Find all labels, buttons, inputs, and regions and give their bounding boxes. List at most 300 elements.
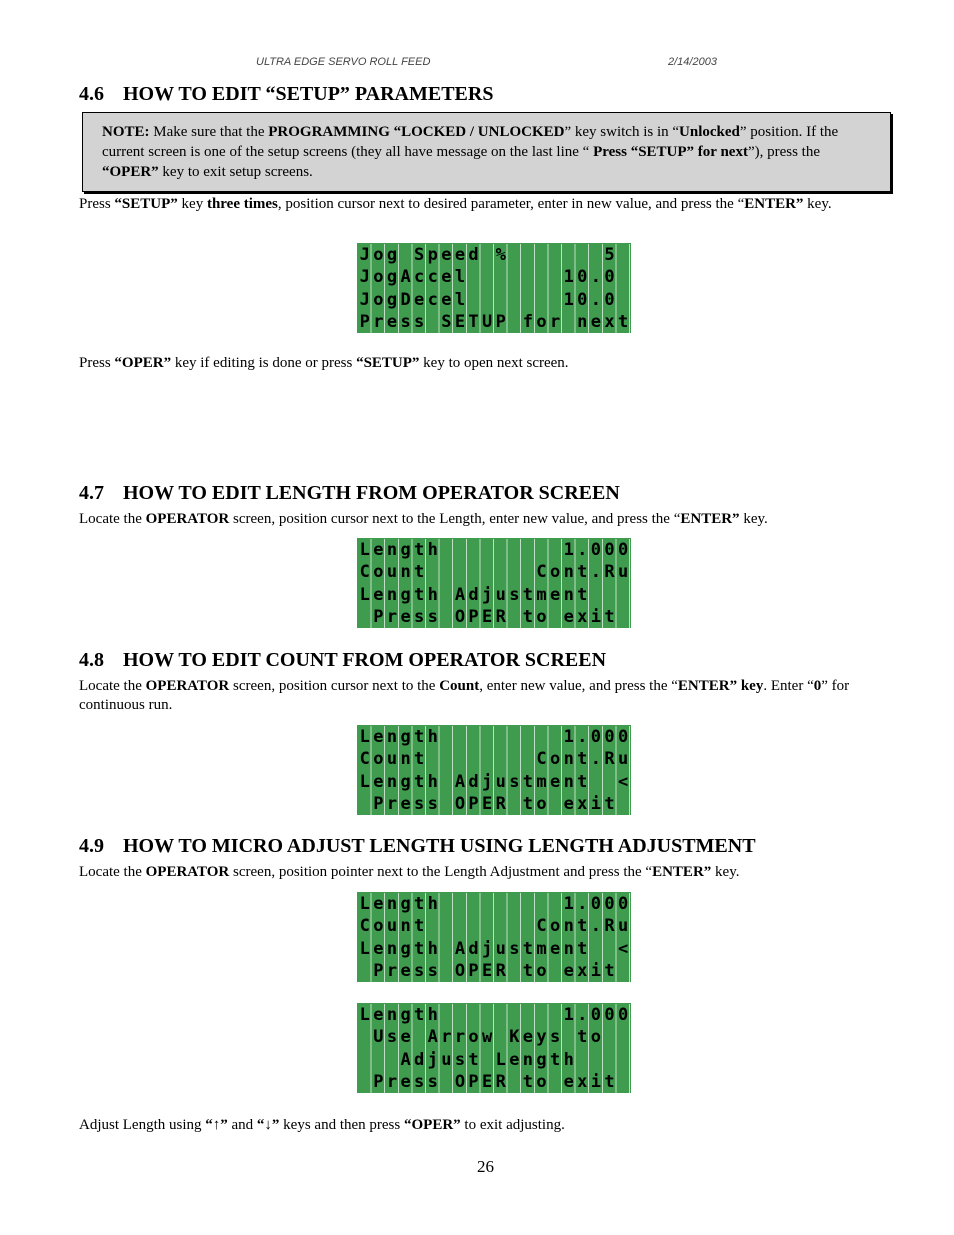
lcd-char: l [454,267,466,288]
lcd-char: t [577,938,588,959]
lcd-char: x [577,793,588,814]
bold-text: 0 [813,678,822,694]
lcd-char: t [617,311,629,332]
lcd-char [358,1071,372,1093]
lcd-char [412,1026,426,1048]
lcd-char [589,584,603,606]
lcd-char: A [400,267,411,288]
lcd-char: o [549,562,561,583]
lcd-char [589,1049,603,1071]
lcd-char: s [509,584,520,605]
lcd-char: n [386,584,398,605]
lcd-char: h [427,540,438,560]
lcd-char: C [359,916,370,937]
lcd-char [494,289,508,311]
lcd-display [357,1003,631,1093]
lcd-char: C [536,562,547,583]
lcd-char: e [373,771,384,792]
lcd-char: 0 [604,289,615,310]
lcd-char [589,244,603,266]
lcd-char: y [536,1027,547,1048]
lcd-char [480,915,494,937]
lcd-char: j [482,938,493,959]
lcd-display [357,538,631,628]
lcd-char [508,539,522,561]
bold-text: three times [206,196,278,212]
lcd-char: e [563,1071,574,1092]
lcd-char: A [454,584,466,605]
lcd-char: t [414,916,425,937]
lcd-char: t [414,727,425,747]
lcd-char: t [577,562,588,583]
lcd-char: e [441,267,452,288]
lcd-char: r [373,311,384,332]
lcd-char: 1 [563,727,574,747]
bold-text: “↑” [205,1117,228,1133]
lcd-char: n [563,562,574,583]
lcd-char [508,726,522,748]
section-4-9-followup [79,1116,879,1135]
lcd-char: 0 [604,267,615,288]
lcd-line [358,1004,631,1026]
lcd-char [521,289,535,311]
note-text: Make sure that the [149,124,269,140]
lcd-char [521,539,535,561]
lcd-char: t [522,584,534,605]
lcd-char: R [495,1071,506,1092]
section-4-9-instructions [79,863,879,882]
lcd-char [603,938,617,960]
lcd-char: o [373,289,384,310]
lcd-char: n [400,749,411,770]
lcd-char [548,1071,562,1093]
bold-text: “OPER” [403,1117,461,1133]
lcd-char: t [522,1071,534,1092]
lcd-char [603,584,617,606]
lcd-char [440,726,454,748]
lcd-char: P [468,1071,479,1092]
lcd-char [616,793,630,815]
lcd-char [616,1071,630,1093]
lcd-char [494,539,508,561]
lcd-char: e [400,1071,411,1092]
lcd-char: u [617,562,629,583]
lcd-char: D [400,289,411,310]
lcd-char: t [577,1027,588,1048]
lcd-char [480,561,494,583]
lcd-char [616,1049,630,1071]
lcd-char [521,893,535,915]
lcd-char: r [441,1027,452,1048]
lcd-char: e [386,311,398,332]
lcd-char: i [590,793,602,814]
lcd-char: s [414,793,425,814]
lcd-char: e [373,540,384,560]
lcd-char [440,893,454,915]
lcd-char: L [359,938,370,959]
lcd-char: s [414,311,425,332]
lcd-char: f [522,311,534,332]
lcd-char [480,289,494,311]
lcd-line [358,938,631,960]
lcd-char: P [468,606,479,627]
lcd-char [440,748,454,770]
lcd-char [467,915,481,937]
lcd-line [358,539,631,561]
lcd-char [508,244,522,266]
lcd-char: 0 [617,1005,629,1025]
lcd-char: s [427,793,438,814]
lcd-char: e [373,938,384,959]
lcd-char: n [386,1005,398,1025]
section-4-8-heading [79,649,606,672]
lcd-char: e [373,727,384,747]
lcd-char [616,606,630,628]
lcd-char: u [386,562,398,583]
lcd-char: x [577,960,588,981]
lcd-char: x [577,606,588,627]
lcd-char [440,584,454,606]
lcd-char [358,1026,372,1048]
lcd-char: s [509,938,520,959]
lcd-char [372,1049,386,1071]
lcd-char [480,726,494,748]
lcd-char: n [400,562,411,583]
lcd-line [358,771,631,793]
lcd-line [358,793,631,815]
lcd-char [603,1026,617,1048]
lcd-char: t [577,916,588,937]
lcd-char: t [549,1049,561,1070]
text: , position cursor next to desired parameter, enter in new value, and press the “ [277,196,745,212]
lcd-char [480,539,494,561]
lcd-char: A [427,1027,438,1048]
lcd-char [480,266,494,288]
lcd-char: 0 [590,1005,602,1025]
lcd-char: e [522,1027,534,1048]
lcd-char: 0 [604,727,615,747]
lcd-char: g [400,894,411,914]
lcd-char: r [386,793,398,814]
lcd-line [358,289,631,311]
lcd-char: e [509,1049,520,1070]
lcd-line [358,893,631,915]
lcd-char [467,893,481,915]
lcd-char [508,915,522,937]
text: key if editing is done or press [171,355,357,371]
lcd-char: C [536,749,547,770]
text: Locate the [79,511,146,527]
lcd-char: s [414,960,425,981]
lcd-char: s [400,311,411,332]
lcd-char [467,539,481,561]
text: key [177,196,207,212]
lcd-char: n [386,894,398,914]
lcd-char: R [495,606,506,627]
lcd-char: . [590,289,602,310]
lcd-char [358,1049,372,1071]
running-header-date: 2/14/2003 [668,56,717,68]
lcd-char: r [386,960,398,981]
lcd-char: n [522,1049,534,1070]
text: key. [739,511,768,527]
bold-text: “SETUP” [356,355,420,371]
section-4-6-instructions [79,195,879,214]
lcd-char [467,1004,481,1026]
lcd-char: g [400,1005,411,1025]
lcd-char: t [522,938,534,959]
lcd-char: S [441,311,452,332]
text: Locate the [79,678,146,694]
bold-text: “SETUP” [114,196,178,212]
lcd-char: o [549,916,561,937]
lcd-char: . [590,267,602,288]
lcd-char [508,311,522,333]
lcd-char: 0 [577,289,588,310]
lcd-char: P [373,793,384,814]
lcd-char: L [359,584,370,605]
lcd-display [357,892,631,982]
lcd-char: P [373,1071,384,1092]
lcd-char: n [563,584,574,605]
lcd-char [548,539,562,561]
bold-text: ENTER” [680,511,740,527]
lcd-char [521,748,535,770]
lcd-char [508,748,522,770]
lcd-char: u [495,938,506,959]
lcd-char: e [549,938,561,959]
lcd-display [357,243,631,333]
lcd-char: E [482,793,493,814]
text: key. [803,196,832,212]
section-4-6-followup [79,354,879,373]
text: Locate the [79,864,146,880]
lcd-char: C [359,749,370,770]
lcd-char: t [604,960,615,981]
lcd-char [426,561,440,583]
lcd-line [358,1071,631,1093]
lcd-char: o [536,1071,547,1092]
lcd-line [358,606,631,628]
lcd-char: 1 [563,1005,574,1025]
lcd-char: % [495,245,506,265]
lcd-char: P [373,606,384,627]
lcd-char [616,584,630,606]
lcd-line [358,1026,631,1048]
lcd-char [440,938,454,960]
lcd-char: t [522,960,534,981]
lcd-char: E [482,606,493,627]
lcd-line [358,584,631,606]
lcd-char: c [427,267,438,288]
lcd-char: g [386,289,398,310]
lcd-char: o [373,267,384,288]
text: Press [79,196,115,212]
lcd-line [358,266,631,288]
lcd-char: 0 [617,540,629,560]
lcd-char: E [482,1071,493,1092]
lcd-char: t [414,1005,425,1025]
lcd-char: 1 [563,894,574,914]
lcd-char [467,266,481,288]
bold-text: OPERATOR [145,864,230,880]
lcd-char [440,1004,454,1026]
lcd-line [358,311,631,333]
lcd-char: t [577,749,588,770]
lcd-char: O [454,606,466,627]
lcd-char [494,266,508,288]
lcd-char: n [563,771,574,792]
lcd-char: e [454,245,466,265]
lcd-char [508,793,522,815]
lcd-char: t [577,771,588,792]
lcd-char: e [414,289,425,310]
lcd-char: s [509,771,520,792]
lcd-char: t [522,606,534,627]
lcd-char: t [414,562,425,583]
note-bold-text: PROGRAMMING “LOCKED / UNLOCKED [268,124,565,140]
lcd-char: n [577,311,588,332]
lcd-char: L [359,540,370,560]
lcd-line [358,960,631,982]
lcd-char: t [468,1049,479,1070]
bold-text: ENTER” [652,864,712,880]
lcd-char [562,244,576,266]
section-4-6-heading [79,83,493,106]
lcd-char: s [386,1027,398,1048]
lcd-char: o [536,793,547,814]
lcd-char: K [509,1027,520,1048]
bold-text: “OPER” [114,355,172,371]
section-number: 4.6 [79,83,104,105]
lcd-char: e [400,606,411,627]
lcd-char: J [359,245,370,265]
lcd-char: d [468,584,479,605]
lcd-char [440,561,454,583]
lcd-char [494,1026,508,1048]
lcd-char [548,1004,562,1026]
section-number: 4.7 [79,482,104,504]
lcd-char: o [590,1027,602,1048]
lcd-char [521,266,535,288]
section-4-7-instructions [79,510,879,529]
lcd-char: . [577,727,588,747]
lcd-char: g [400,584,411,605]
page-number: 26 [477,1157,494,1176]
lcd-char [562,311,576,333]
lcd-char: w [482,1027,493,1048]
lcd-char: o [549,749,561,770]
lcd-char [426,311,440,333]
section-title: HOW TO EDIT LENGTH FROM OPERATOR SCREEN [123,482,620,504]
lcd-char: u [441,1049,452,1070]
note-bold-text: “OPER” [102,164,159,180]
lcd-char: 0 [604,1005,615,1025]
lcd-char: g [386,267,398,288]
lcd-char: h [427,584,438,605]
lcd-char: d [468,771,479,792]
lcd-char: 0 [577,267,588,288]
lcd-char [548,893,562,915]
lcd-char [521,915,535,937]
lcd-char: A [400,1049,411,1070]
lcd-char [535,266,549,288]
lcd-char: e [563,606,574,627]
lcd-char: 0 [604,540,615,560]
note-text: key to exit setup screens. [158,164,313,180]
lcd-char: e [373,584,384,605]
section-number: 4.8 [79,649,104,671]
lcd-char [480,1049,494,1071]
text: screen, position pointer next to the Length Adjustment and press the “ [229,864,653,880]
lcd-char [494,748,508,770]
lcd-char [548,960,562,982]
lcd-char [535,244,549,266]
lcd-char: t [414,749,425,770]
lcd-char: r [454,1027,466,1048]
lcd-char: d [468,938,479,959]
lcd-char [440,915,454,937]
lcd-char: 1 [563,289,574,310]
lcd-char: U [482,311,493,332]
lcd-char [426,915,440,937]
lcd-char: R [604,749,615,770]
lcd-char [548,726,562,748]
lcd-char [467,289,481,311]
lcd-char: l [454,289,466,310]
lcd-char: O [454,960,466,981]
lcd-char [480,893,494,915]
lcd-char: c [427,289,438,310]
lcd-char: L [495,1049,506,1070]
lcd-char: t [522,793,534,814]
lcd-char: i [590,1071,602,1092]
lcd-char: P [359,311,370,332]
lcd-char [508,289,522,311]
lcd-char: s [427,606,438,627]
lcd-char: o [373,749,384,770]
lcd-char: . [590,749,602,770]
bold-text: “↓” [256,1117,280,1133]
lcd-char [467,561,481,583]
lcd-char: R [604,916,615,937]
note-bold-text: Unlocked [679,124,740,140]
lcd-char: T [468,311,479,332]
lcd-char [494,893,508,915]
note-text: ”), press the [747,144,820,160]
lcd-char: s [414,1071,425,1092]
lcd-char: n [386,540,398,560]
lcd-char [535,289,549,311]
lcd-char: J [359,289,370,310]
lcd-char: h [427,1005,438,1025]
lcd-char [508,960,522,982]
lcd-line [358,561,631,583]
lcd-char: . [590,916,602,937]
bold-text: Count [439,678,480,694]
lcd-char: g [400,938,411,959]
lcd-char: g [400,771,411,792]
lcd-char: E [454,311,466,332]
lcd-char [453,539,467,561]
note-bold-text: Press “SETUP” for next [593,144,748,160]
lcd-char [508,266,522,288]
lcd-char [358,960,372,982]
lcd-char: r [386,606,398,627]
text: Press [79,355,115,371]
lcd-char: < [617,771,629,792]
lcd-char: o [373,562,384,583]
